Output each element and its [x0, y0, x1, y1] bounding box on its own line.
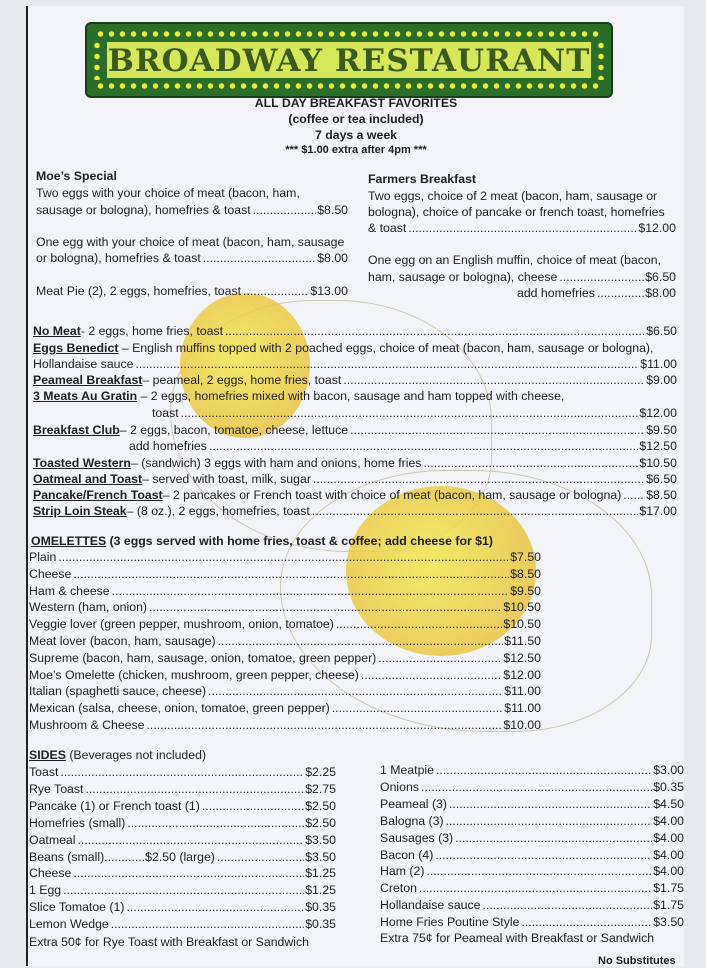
price: $2.75	[305, 781, 336, 796]
price: $9.50	[510, 583, 541, 598]
item-name: Oatmeal	[29, 832, 76, 847]
item-name: Italian (spaghetti sauce, cheese)	[29, 684, 207, 699]
menu-list-item	[29, 900, 336, 914]
moes-special-line: Two eggs with your choice of meat (bacon, ham,	[36, 186, 300, 200]
menu-item-eggs-benedict: Eggs Benedict – English muffins topped with 2 poached eggs, choice of meat (bacon, ham, sausage or bologna),	[33, 341, 654, 355]
item-name: Beans (small)............$2.50 (large)	[29, 849, 215, 864]
price: $12.00	[639, 406, 677, 420]
menu-item-au-gratin-line2: toast ..... $12.00	[152, 406, 677, 420]
item-name: Onions	[380, 779, 419, 794]
menu-item-au-gratin: 3 Meats Au Gratin – 2 eggs, homefries mixed with bacon, sausage and ham topped with cheese,	[33, 389, 565, 403]
menu-list-item	[380, 814, 684, 828]
menu-list-item	[29, 651, 541, 665]
omelettes-heading: OMELETTES (3 eggs served with home fries, toast & coffee; add cheese for $1)	[31, 534, 493, 548]
menu-item-eggs-benedict-line2: Hollandaise sauce ..... $11.00	[33, 357, 677, 371]
price: $1.75	[653, 881, 684, 896]
item-name: Lemon Wedge	[29, 917, 109, 932]
price: $4.00	[653, 864, 684, 879]
price: $4.00	[653, 847, 684, 862]
price: $12.50	[503, 650, 541, 665]
price: $1.25	[305, 883, 336, 898]
item-name: Plain	[29, 550, 57, 564]
price: $1.25	[305, 866, 336, 881]
menu-list-item	[380, 763, 684, 777]
no-substitutes-note: No Substitutes	[598, 955, 676, 967]
menu-item-breakfast-club-addon: add homefries ..... $12.50	[129, 439, 677, 453]
menu-list-item	[29, 617, 541, 631]
restaurant-sign	[85, 22, 613, 98]
price: $4.50	[653, 796, 684, 811]
price: $13.00	[310, 284, 348, 298]
moes-special-item: Meat Pie (2), 2 eggs, homefries, toast ..... $13.00	[36, 284, 348, 298]
price: $1.75	[653, 898, 684, 913]
price: $2.50	[305, 815, 336, 830]
price: $7.50	[510, 550, 541, 564]
farmers-addon: add homefries ..... $8.00	[517, 286, 676, 300]
menu-list-item	[29, 799, 336, 813]
item-name: Cheese	[29, 866, 72, 881]
menu-list-item	[29, 668, 541, 682]
menu-list-item	[29, 883, 336, 897]
menu-list-item	[380, 780, 684, 794]
price: $8.50	[317, 203, 348, 217]
price: $17.00	[639, 504, 677, 518]
item-name: Mushroom & Cheese	[29, 718, 145, 732]
farmers-item: & toast ..... $12.00	[368, 221, 676, 235]
item-name: Sausages (3)	[380, 830, 454, 845]
item-name: Rye Toast	[29, 781, 84, 796]
price: $3.50	[653, 915, 684, 930]
sides-heading: SIDES (Beverages not included)	[29, 748, 207, 762]
price: $12.00	[503, 667, 541, 682]
price: $0.35	[305, 917, 336, 932]
sides-footnote-right: Extra 75¢ for Peameal with Breakfast or Sandwich	[380, 931, 655, 945]
price: $4.00	[653, 813, 684, 828]
price: $10.50	[639, 456, 677, 470]
item-name: Pancake (1) or French toast (1)	[29, 798, 200, 813]
menu-item-toasted-western: Toasted Western – (sandwich) 3 eggs with ham and onions, home fries ..... $10.50	[33, 456, 677, 470]
item-name: Bacon (4)	[380, 847, 434, 862]
item-name: Balogna (3)	[380, 813, 444, 828]
price: $12.50	[639, 439, 677, 453]
price: $11.00	[504, 701, 541, 716]
price: $2.50	[305, 798, 336, 813]
farmers-item: ham, sausage or bologna), cheese ..... $6.50	[368, 270, 676, 284]
farmers-line: Two eggs, choice of 2 meat (bacon, ham, sausage or	[368, 189, 658, 203]
menu-list-item	[380, 797, 684, 811]
menu-subtitle: (coffee or tea included)	[288, 112, 424, 126]
price: $0.35	[653, 779, 684, 794]
sides-footnote-left: Extra 50¢ for Rye Toast with Breakfast or Sandwich	[29, 935, 309, 949]
price: $11.50	[504, 634, 541, 648]
menu-item-strip-loin-steak: Strip Loin Steak – (8 oz.), 2 eggs, homefries, toast ..... $17.00	[33, 504, 677, 518]
menu-list-item	[380, 881, 684, 895]
price: $11.00	[504, 684, 541, 699]
price: $2.25	[305, 765, 336, 779]
item-name: Toast	[29, 765, 59, 779]
price: $3.50	[305, 832, 336, 847]
menu-list-item	[29, 600, 541, 614]
item-name: Meat lover (bacon, ham, sausage)	[29, 634, 216, 648]
price: $3.00	[653, 763, 684, 777]
item-name: Creton	[380, 881, 417, 896]
menu-days: 7 days a week	[314, 128, 398, 142]
farmers-breakfast-title: Farmers Breakfast	[368, 172, 477, 186]
price: $6.50	[646, 324, 677, 338]
menu-item-oatmeal-toast: Oatmeal and Toast – served with toast, milk, sugar ..... $6.50	[33, 472, 677, 486]
moes-special-item: or bologna), homefries & toast ..... $8.00	[36, 251, 348, 265]
farmers-line: One egg on an English muffin, choice of meat (bacon,	[368, 253, 662, 267]
menu-list-item	[29, 765, 336, 779]
menu-list-item	[29, 850, 336, 864]
price: $6.50	[645, 270, 676, 284]
price: $8.50	[646, 488, 677, 502]
price: $9.00	[646, 373, 677, 387]
menu-item-peameal: Peameal Breakfast – peameal, 2 eggs, home fries, toast ..... $9.00	[33, 373, 677, 387]
menu-list-item	[29, 718, 541, 732]
item-name: 1 Meatpie	[380, 763, 435, 777]
menu-list-item	[29, 917, 336, 931]
item-name: Home Fries Poutine Style	[380, 915, 520, 930]
menu-list-item	[29, 684, 541, 698]
menu-list-item	[29, 782, 336, 796]
price: $10.00	[503, 718, 541, 732]
price: $3.50	[305, 849, 336, 864]
price: $12.00	[638, 221, 676, 235]
item-name: Ham (2)	[380, 864, 425, 879]
item-name: Supreme (bacon, ham, sausage, onion, tomatoe, green pepper)	[29, 650, 377, 665]
price: $8.00	[317, 251, 348, 265]
menu-list-item	[29, 866, 336, 880]
menu-list-item	[29, 816, 336, 830]
menu-list-item	[29, 550, 541, 564]
item-name: Homefries (small)	[29, 815, 126, 830]
price: $0.35	[305, 900, 336, 915]
menu-list-item	[29, 701, 541, 715]
menu-list-item	[29, 584, 541, 598]
item-name: Cheese	[29, 566, 72, 581]
menu-title: ALL DAY BREAKFAST FAVORITES	[254, 96, 458, 110]
menu-surcharge: *** $1.00 extra after 4pm ***	[285, 144, 427, 156]
item-name: Hollandaise sauce	[380, 898, 481, 913]
price: $11.00	[640, 357, 677, 371]
menu-list-item	[380, 848, 684, 862]
item-name: Peameal (3)	[380, 796, 447, 811]
moes-special-title: Moe’s Special	[36, 169, 117, 183]
menu-list-item	[29, 567, 541, 581]
item-name: Moe’s Omelette (chicken, mushroom, green pepper, cheese)	[29, 667, 359, 682]
menu-list-item	[380, 898, 684, 912]
price: $10.50	[503, 617, 541, 632]
item-name: Western (ham, onion)	[29, 600, 148, 615]
price: $8.50	[510, 566, 541, 581]
restaurant-name: BROADWAY RESTAURANT	[107, 43, 591, 79]
menu-list-item	[29, 833, 336, 847]
item-name: 1 Egg	[29, 883, 62, 898]
price: $6.50	[646, 472, 677, 486]
moes-special-item: sausage or bologna), homefries & toast ..... $8.50	[36, 203, 348, 217]
farmers-line: bologna), choice of pancake or french toast, homefries	[368, 205, 665, 219]
menu-list-item	[29, 634, 541, 648]
menu-item-breakfast-club: Breakfast Club – 2 eggs, bacon, tomatoe, cheese, lettuce ..... $9.50	[33, 423, 677, 437]
price: $4.00	[653, 830, 684, 845]
item-name: Ham & cheese	[29, 583, 110, 598]
menu-list-item	[380, 864, 684, 878]
menu-item-no-meat: No Meat - 2 eggs, home fries, toast ..... $6.50	[33, 324, 677, 338]
price: $9.50	[646, 423, 677, 437]
price: $8.00	[645, 286, 676, 300]
item-name: Veggie lover (green pepper, mushroom, onion, tomatoe)	[29, 617, 334, 632]
menu-list-item	[380, 915, 684, 929]
price: $10.50	[503, 600, 541, 615]
item-name: Slice Tomatoe (1)	[29, 900, 125, 915]
menu-list-item	[380, 831, 684, 845]
item-name: Mexican (salsa, cheese, onion, tomatoe, green pepper)	[29, 701, 330, 716]
moes-special-line: One egg with your choice of meat (bacon, ham, sausage	[36, 235, 345, 249]
menu-item-pancake-french-toast: Pancake/French Toast – 2 pancakes or French toast with choice of meat (bacon, ham, sausage or bologna) ..... $8.50	[33, 488, 677, 502]
